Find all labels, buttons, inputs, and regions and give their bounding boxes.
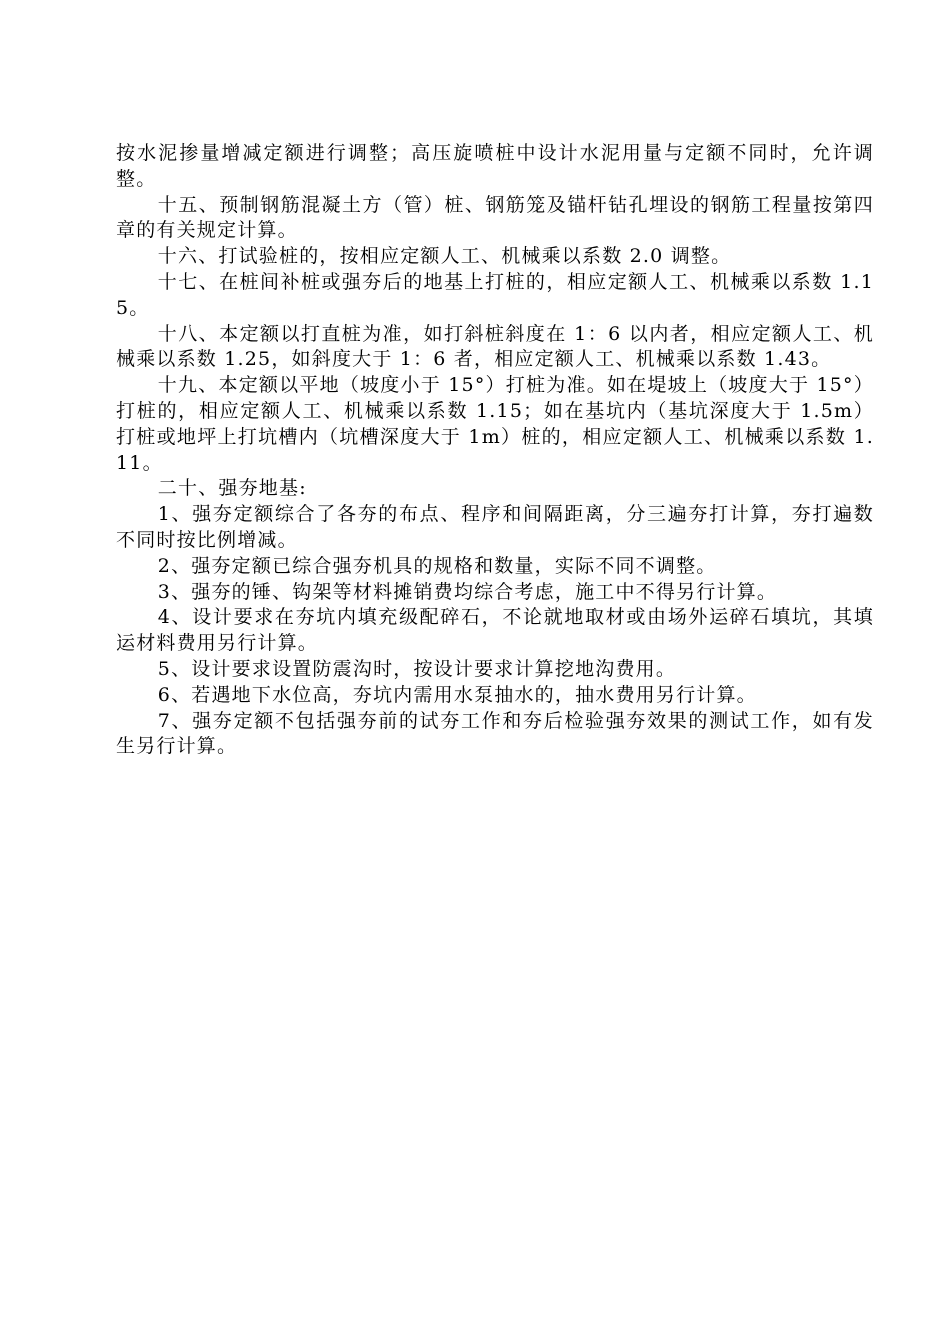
paragraph-subitem-4: 4、设计要求在夯坑内填充级配碎石，不论就地取材或由场外运碎石填坑，其填运材料费用另行计算。 <box>116 606 874 655</box>
paragraph-subitem-7: 7、强夯定额不包括强夯前的试夯工作和夯后检验强夯效果的测试工作，如有发生另行计算。 <box>116 709 874 758</box>
paragraph-item-17: 十七、在桩间补桩或强夯后的地基上打桩的，相应定额人工、机械乘以系数 1.15。 <box>116 270 874 319</box>
paragraph-item-15: 十五、预制钢筋混凝土方（管）桩、钢筋笼及锚杆钻孔埋设的钢筋工程量按第四章的有关规定计算。 <box>116 193 874 242</box>
paragraph-subitem-5: 5、设计要求设置防震沟时，按设计要求计算挖地沟费用。 <box>157 657 677 680</box>
paragraph-subitem-3: 3、强夯的锤、钩架等材料摊销费均综合考虑，施工中不得另行计算。 <box>157 580 778 603</box>
paragraph-subitem-1: 1、强夯定额综合了各夯的布点、程序和间隔距离，分三遍夯打计算，夯打遍数不同时按比例增减。 <box>116 503 874 551</box>
paragraph-item-20-heading: 二十、强夯地基: <box>157 477 307 500</box>
paragraph-item-18: 十八、本定额以打直桩为准，如打斜桩斜度在 1：6 以内者，相应定额人工、机械乘以系数 1.25，如斜度大于 1：6 者，相应定额人工、机械乘以系数 1.43。 <box>116 322 874 371</box>
paragraph-subitem-2: 2、强夯定额已综合强夯机具的规格和数量，实际不同不调整。 <box>157 554 717 577</box>
paragraph-subitem-6: 6、若遇地下水位高，夯坑内需用水泵抽水的，抽水费用另行计算。 <box>157 683 757 706</box>
paragraph-continuation: 按水泥掺量增减定额进行调整；高压旋喷桩中设计水泥用量与定额不同时，允许调整。 <box>116 142 874 190</box>
document-body <box>116 141 874 760</box>
paragraph-item-16: 十六、打试验桩的，按相应定额人工、机械乘以系数 2.0 调整。 <box>157 245 732 268</box>
paragraph-item-19: 十九、本定额以平地（坡度小于 15°）打桩为准。如在堤坡上（坡度大于 15°）打桩的，相应定额人工、机械乘以系数 1.15；如在基坑内（基坑深度大于 1.5m）打桩或地坪上打坑槽内（坑槽深度大于 1m）桩的，相应定额人工、机械乘以系数 1.11。 <box>116 374 874 474</box>
